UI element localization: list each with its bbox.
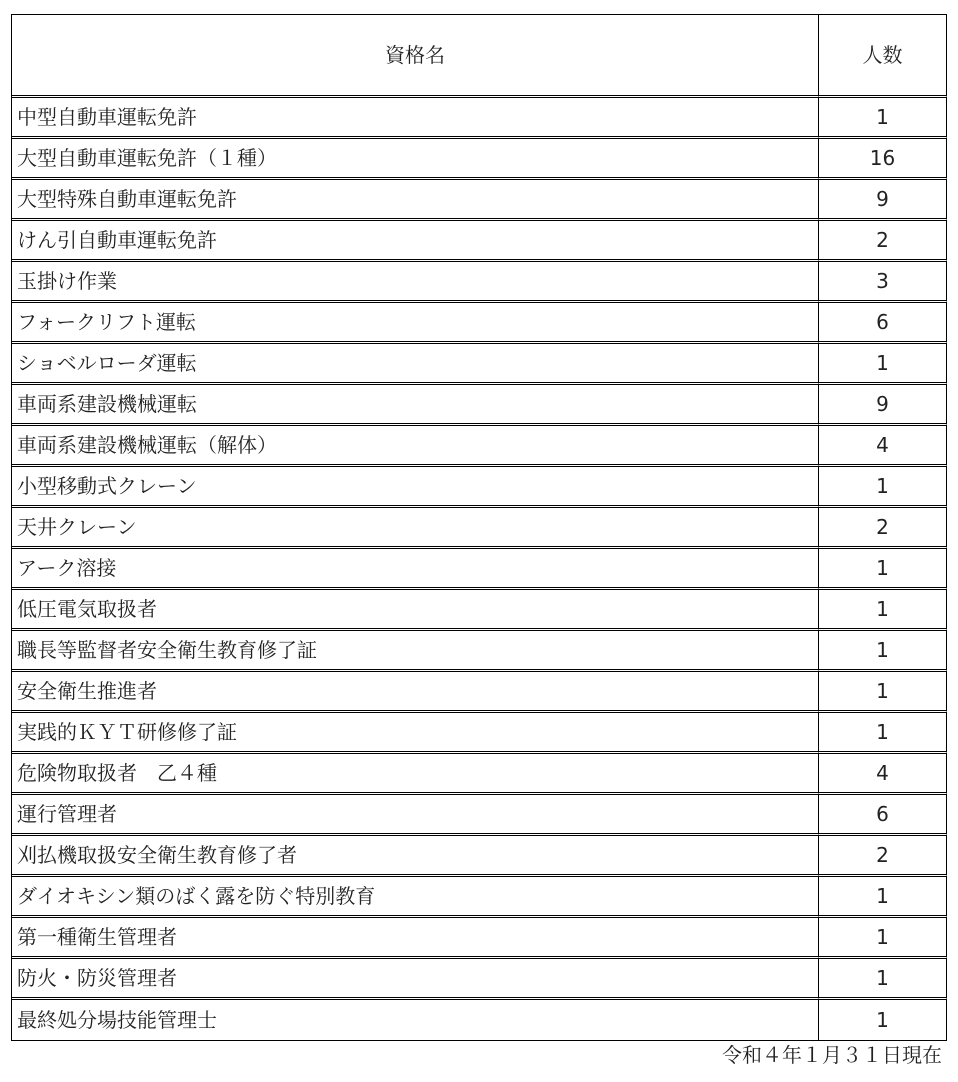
count-cell: 2: [819, 508, 947, 549]
count-cell: 1: [819, 549, 947, 590]
table-row: [12, 467, 947, 508]
table-body: [12, 98, 947, 1041]
qualification-name-cell: 低圧電気取扱者: [12, 590, 819, 631]
table-row: [12, 877, 947, 918]
count-cell: 1: [819, 959, 947, 1000]
count-cell: 1: [819, 467, 947, 508]
count-cell: 1: [819, 98, 947, 139]
count-cell: 4: [819, 754, 947, 795]
qualification-name-cell: 刈払機取扱安全衛生教育修了者: [12, 836, 819, 877]
table-row: [12, 590, 947, 631]
qualification-name-cell: 危険物取扱者 乙４種: [12, 754, 819, 795]
count-cell: 4: [819, 426, 947, 467]
table-row: [12, 98, 947, 139]
qualification-name-cell: フォークリフト運転: [12, 303, 819, 344]
count-cell: 1: [819, 713, 947, 754]
count-cell: 1: [819, 918, 947, 959]
qualification-name-cell: 玉掛け作業: [12, 262, 819, 303]
count-cell: 16: [819, 139, 947, 180]
count-cell: 1: [819, 590, 947, 631]
qualification-name-cell: 中型自動車運転免許: [12, 98, 819, 139]
count-cell: 2: [819, 836, 947, 877]
qualification-name-cell: ダイオキシン類のばく露を防ぐ特別教育: [12, 877, 819, 918]
count-cell: 1: [819, 672, 947, 713]
qualification-name-cell: 第一種衛生管理者: [12, 918, 819, 959]
table-row: [12, 508, 947, 549]
qualification-name-cell: 天井クレーン: [12, 508, 819, 549]
qualification-name-cell: 大型特殊自動車運転免許: [12, 180, 819, 221]
count-cell: 1: [819, 877, 947, 918]
count-cell: 9: [819, 385, 947, 426]
qualification-name-cell: ショベルローダ運転: [12, 344, 819, 385]
count-cell: 6: [819, 795, 947, 836]
qualification-name-cell: 安全衛生推進者: [12, 672, 819, 713]
table-row: [12, 959, 947, 1000]
table-row: [12, 221, 947, 262]
table-row: [12, 795, 947, 836]
qualification-name-cell: 小型移動式クレーン: [12, 467, 819, 508]
table-row: [12, 672, 947, 713]
qualification-name-cell: 最終処分場技能管理士: [12, 1000, 819, 1041]
count-cell: 1: [819, 631, 947, 672]
table-row: [12, 426, 947, 467]
qualification-name-cell: 運行管理者: [12, 795, 819, 836]
qualification-name-cell: けん引自動車運転免許: [12, 221, 819, 262]
table-row: [12, 713, 947, 754]
table-row: [12, 1000, 947, 1041]
qualification-name-cell: 職長等監督者安全衛生教育修了証: [12, 631, 819, 672]
table-row: [12, 549, 947, 590]
count-cell: 3: [819, 262, 947, 303]
table-row: [12, 344, 947, 385]
qualification-name-cell: 実践的ＫＹＴ研修修了証: [12, 713, 819, 754]
table-row: [12, 631, 947, 672]
header-qualification-name: 資格名: [12, 15, 819, 98]
qualification-name-cell: 車両系建設機械運転（解体）: [12, 426, 819, 467]
table-row: [12, 303, 947, 344]
table-row: [12, 180, 947, 221]
table-row: [12, 836, 947, 877]
count-cell: 1: [819, 1000, 947, 1041]
count-cell: 2: [819, 221, 947, 262]
table-row: [12, 918, 947, 959]
table-row: [12, 385, 947, 426]
table-header-row: [12, 15, 947, 98]
qualification-name-cell: 車両系建設機械運転: [12, 385, 819, 426]
as-of-date: 令和４年１月３１日現在: [722, 1043, 942, 1067]
qualification-name-cell: アーク溶接: [12, 549, 819, 590]
table-row: [12, 262, 947, 303]
count-cell: 6: [819, 303, 947, 344]
qualification-name-cell: 大型自動車運転免許（１種）: [12, 139, 819, 180]
qualification-name-cell: 防火・防災管理者: [12, 959, 819, 1000]
header-count: 人数: [819, 15, 947, 98]
table-row: [12, 754, 947, 795]
count-cell: 1: [819, 344, 947, 385]
count-cell: 9: [819, 180, 947, 221]
table-row: [12, 139, 947, 180]
qualifications-table: [11, 14, 947, 1041]
